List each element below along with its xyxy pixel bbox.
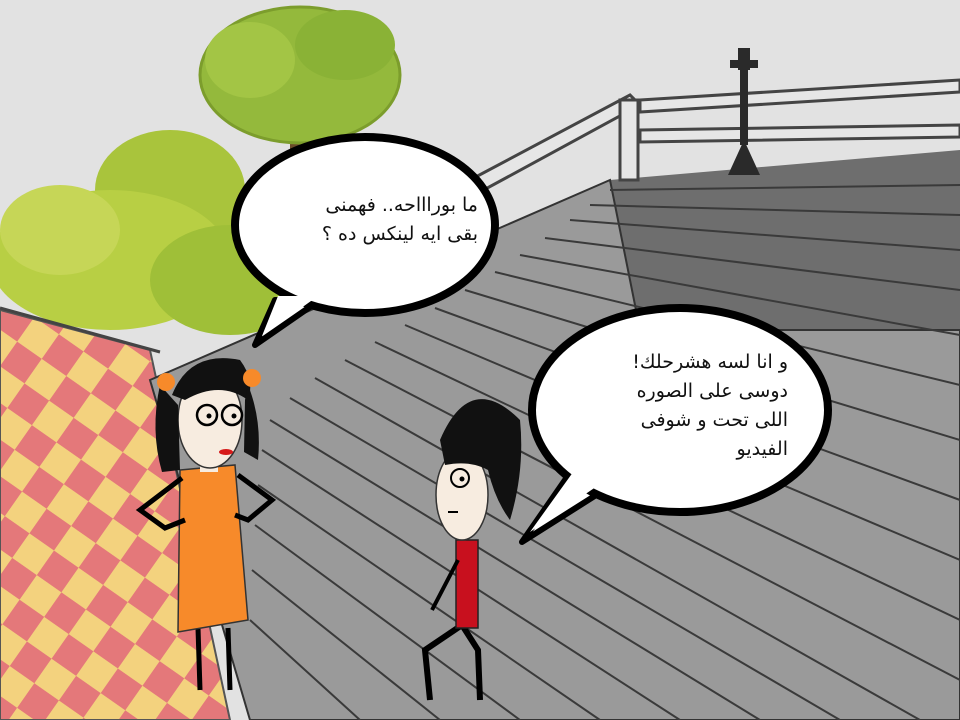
boy-shirt	[456, 540, 478, 628]
speech-text-boy	[550, 348, 788, 464]
girl-dress	[178, 465, 248, 632]
speech-text-girl	[250, 191, 478, 249]
speech-line: بقى ايه لينكس ده ؟	[321, 223, 478, 245]
speech-line: و انا لسه هشرحلك!	[632, 351, 788, 373]
speech-line: دوسى على الصوره	[636, 380, 788, 402]
speech-line: ما بوراااحه.. فهمنى	[325, 194, 478, 216]
speech-line: اللى تحت و شوفى	[640, 409, 788, 431]
speech-line: الفيديو	[736, 438, 788, 460]
